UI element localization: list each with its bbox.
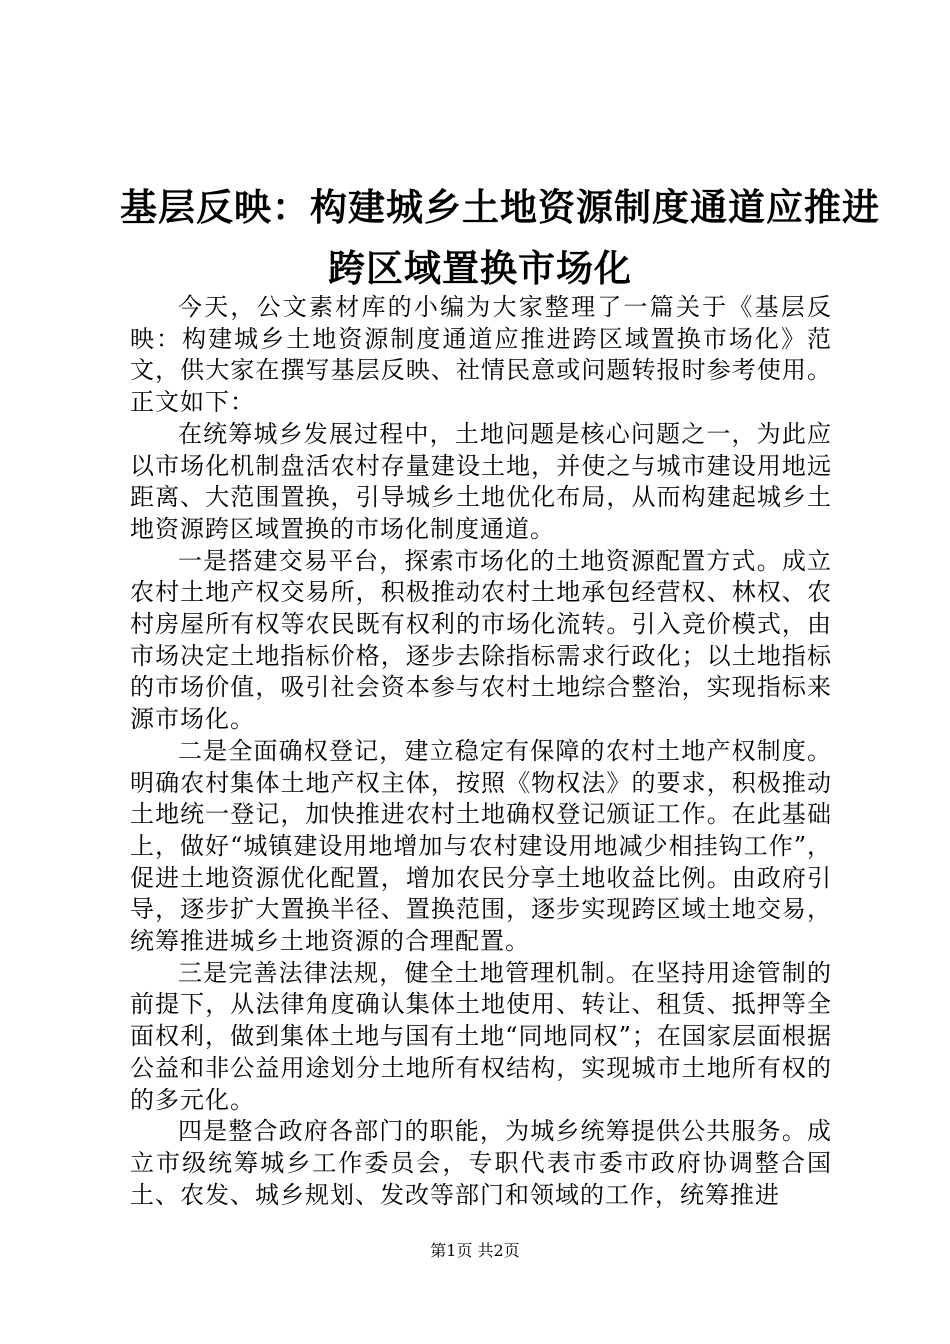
paragraph-point-1: 一是搭建交易平台，探索市场化的土地资源配置方式。成立农村土地产权交易所，积极推动农村土地承包经营权、林权、农村房屋所有权等农民既有权利的市场化流转。引入竞价模式，由市场决定土地指标价格，逐步去除指标需求行政化；以土地指标的市场价值，吸引社会资本参与农村土地综合整治，实现指标来源市场化。 bbox=[130, 546, 832, 734]
document-body bbox=[130, 292, 832, 1211]
document-title-line-2: 跨区域置换市场化 bbox=[328, 247, 632, 290]
page-number-footer: 第1页 共2页 bbox=[430, 1241, 520, 1260]
paragraph-point-2: 二是全面确权登记，建立稳定有保障的农村土地产权制度。明确农村集体土地产权主体，按照《物权法》的要求，积极推动土地统一登记，加快推进农村土地确权登记颁证工作。在此基础上，做好“城镇建设用地增加与农村建设用地减少相挂钩工作”，促进土地资源优化配置，增加农民分享土地收益比例。由政府引导，逐步扩大置换半径、置换范围，逐步实现跨区域土地交易，统筹推进城乡土地资源的合理配置。 bbox=[130, 736, 832, 956]
paragraph-point-4: 四是整合政府各部门的职能，为城乡统筹提供公共服务。成立市级统筹城乡工作委员会，专职代表市委市政府协调整合国土、农发、城乡规划、发改等部门和领域的工作，统筹推进 bbox=[130, 1117, 832, 1209]
paragraph-intro: 今天，公文素材库的小编为大家整理了一篇关于《基层反映：构建城乡土地资源制度通道应推进跨区域置换市场化》范文，供大家在撰写基层反映、社情民意或问题转报时参考使用。正文如下： bbox=[130, 293, 832, 417]
paragraph-point-3: 三是完善法律法规，健全土地管理机制。在坚持用途管制的前提下，从法律角度确认集体土地使用、转让、租赁、抵押等全面权利，做到集体土地与国有土地“同地同权”；在国家层面根据公益和非公益用途划分土地所有权结构，实现城市土地所有权的的多元化。 bbox=[130, 958, 832, 1114]
paragraph-overview: 在统筹城乡发展过程中，土地问题是核心问题之一，为此应以市场化机制盘活农村存量建设土地，并使之与城市建设用地远距离、大范围置换，引导城乡土地优化布局，从而构建起城乡土地资源跨区域置换的市场化制度通道。 bbox=[130, 419, 832, 543]
document-title-line-1: 基层反映：构建城乡土地资源制度通道应推进 bbox=[120, 186, 880, 229]
